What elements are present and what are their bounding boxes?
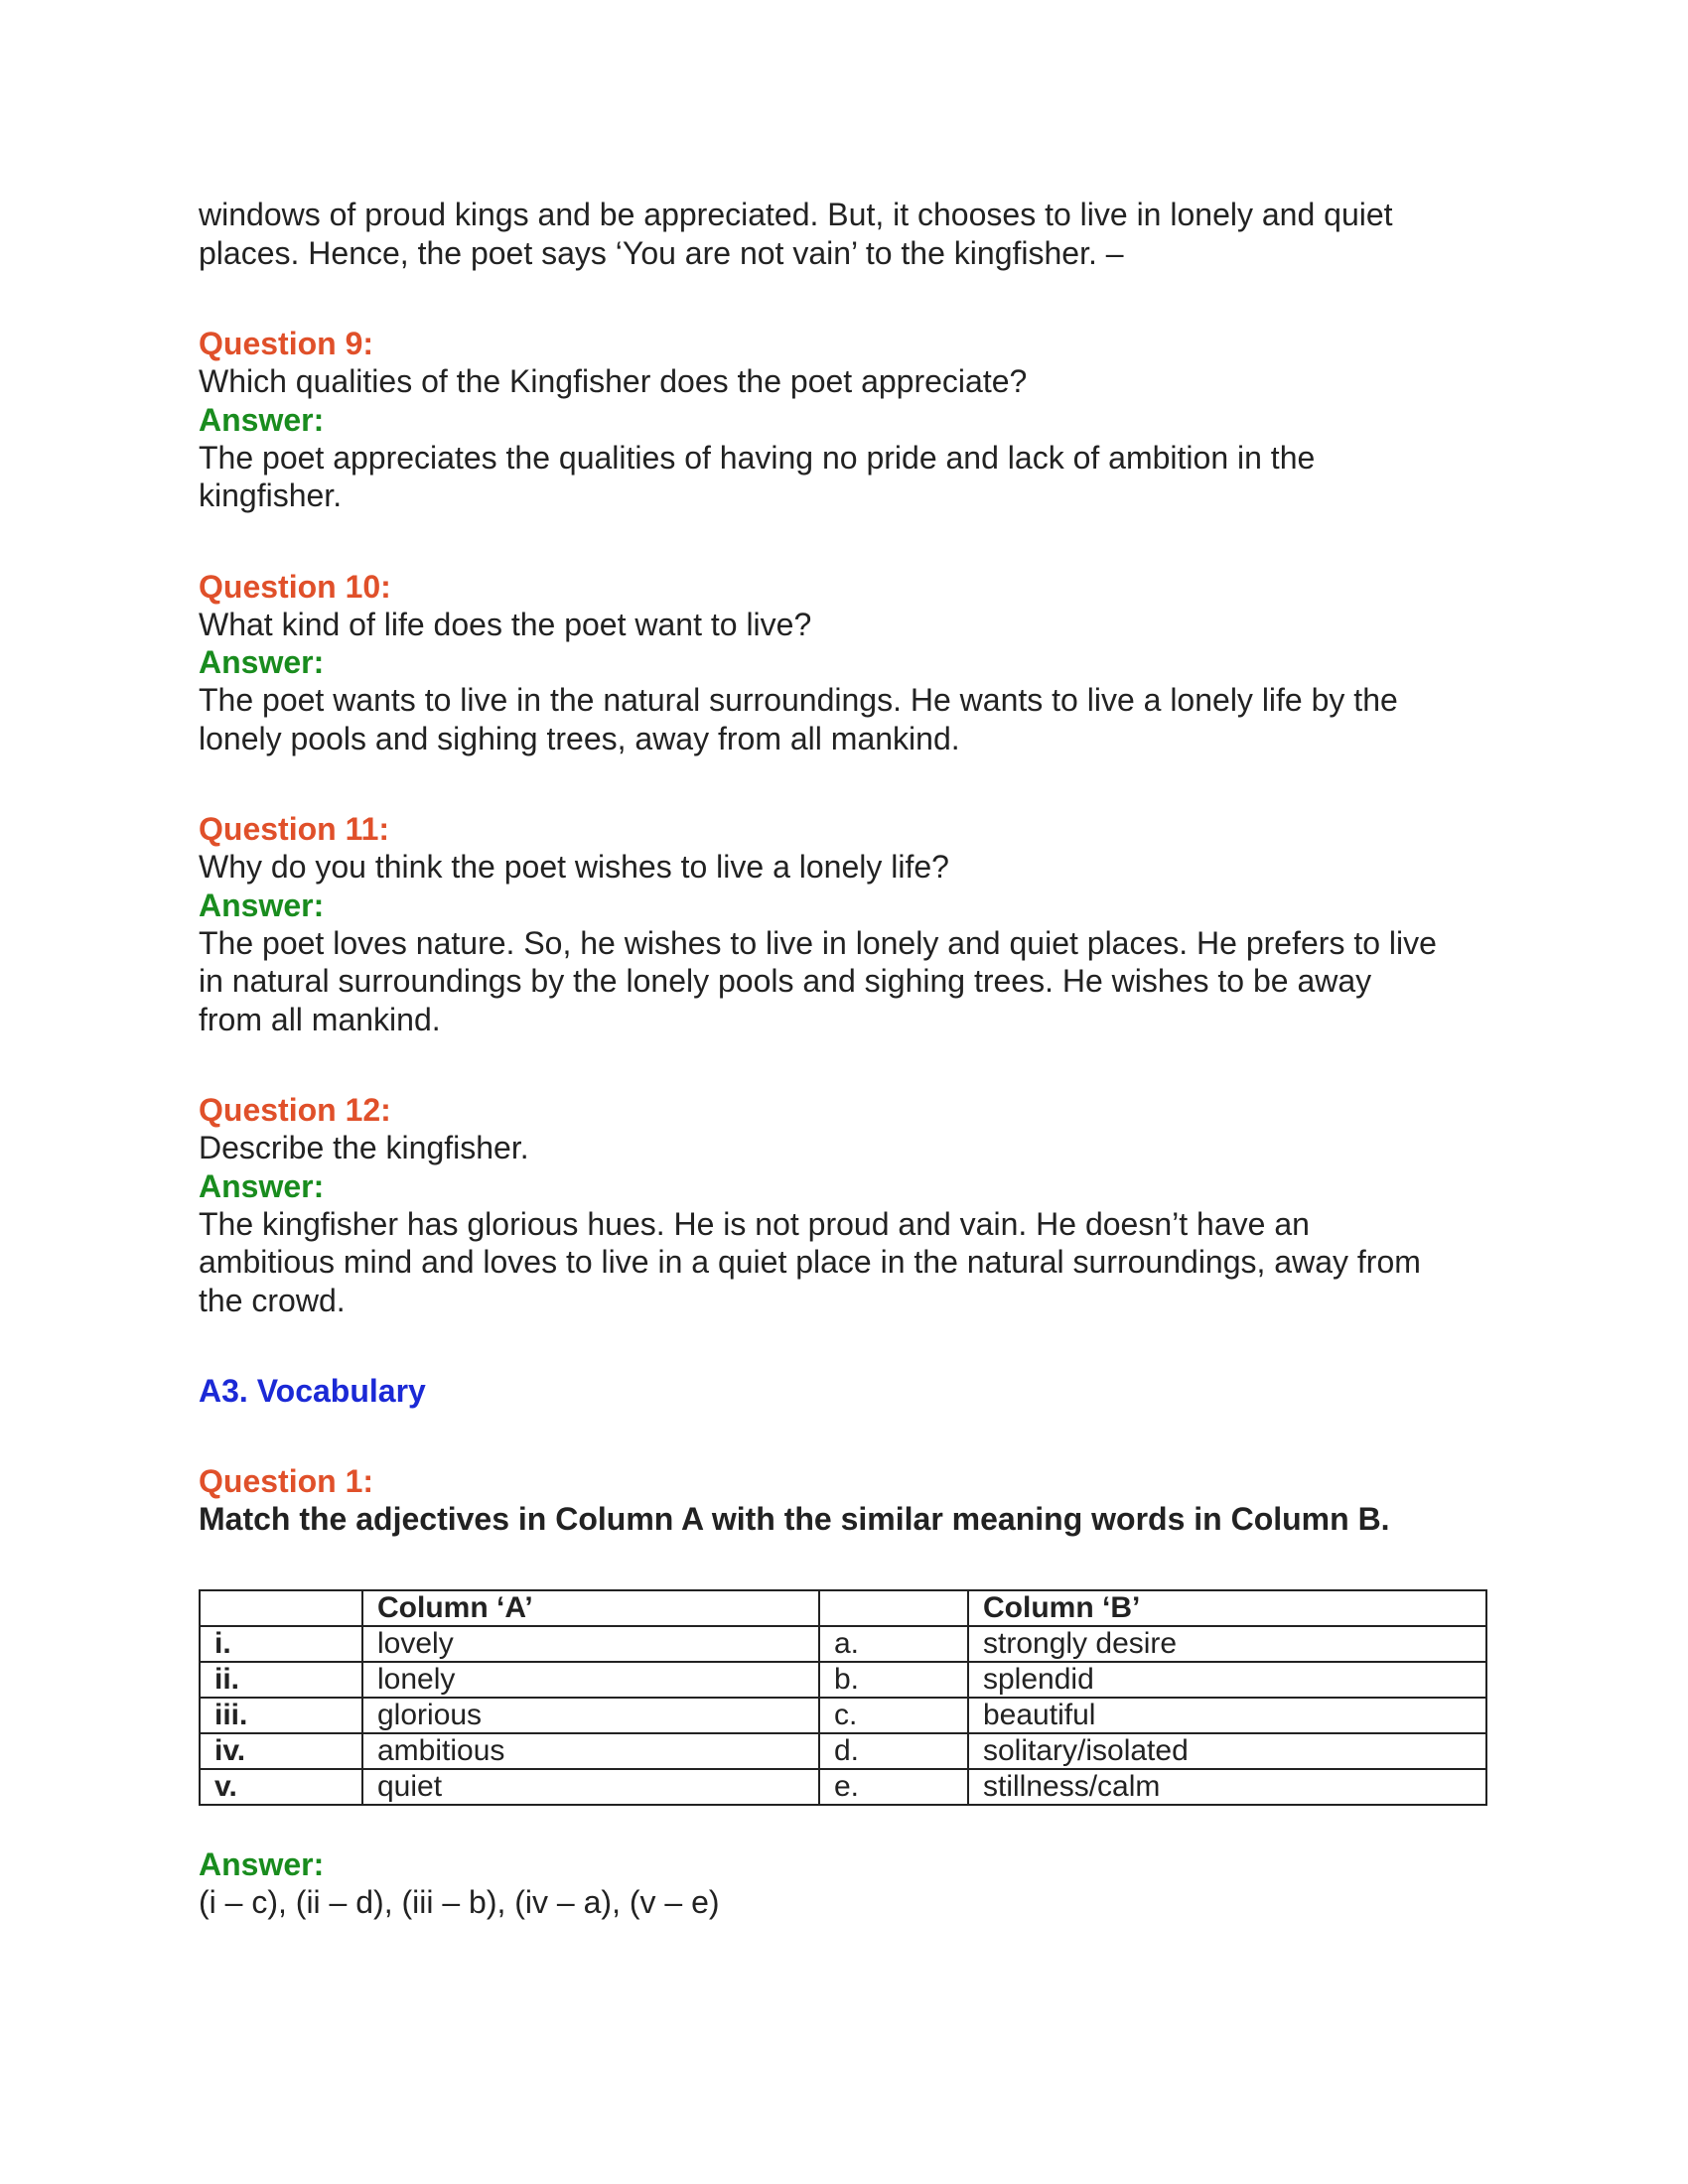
question-block-12 — [199, 1091, 1489, 1319]
table-header-row — [200, 1590, 1486, 1626]
question-block-10 — [199, 568, 1489, 758]
row-letter: c. — [819, 1698, 968, 1733]
column-b-word: splendid — [968, 1662, 1486, 1698]
question-label: Question 9: — [199, 326, 374, 361]
answer-text: (i – c), (ii – d), (iii – b), (iv – a), (v – e) — [199, 1884, 720, 1920]
question-text: Describe the kingfisher. — [199, 1130, 529, 1165]
answer-label: Answer: — [199, 887, 325, 923]
column-b-word: solitary/isolated — [968, 1733, 1486, 1769]
row-numeral: iv. — [200, 1733, 362, 1769]
header-cell — [819, 1590, 968, 1626]
column-b-word: beautiful — [968, 1698, 1486, 1733]
column-a-word: lonely — [362, 1662, 819, 1698]
column-a-word: glorious — [362, 1698, 819, 1733]
answer-label: Answer: — [199, 644, 325, 680]
row-letter: d. — [819, 1733, 968, 1769]
table-row — [200, 1662, 1486, 1698]
question-label: Question 11: — [199, 811, 390, 847]
header-cell — [200, 1590, 362, 1626]
instruction-text: Match the adjectives in Column A with the similar meaning words in Column B. — [199, 1501, 1390, 1537]
question-block-11 — [199, 810, 1489, 1038]
table-row — [200, 1626, 1486, 1662]
row-numeral: i. — [200, 1626, 362, 1662]
row-letter: e. — [819, 1769, 968, 1805]
vocabulary-answer-block — [199, 1845, 1489, 1922]
row-numeral: v. — [200, 1769, 362, 1805]
row-letter: b. — [819, 1662, 968, 1698]
row-letter: a. — [819, 1626, 968, 1662]
header-cell-column-a: Column ‘A’ — [362, 1590, 819, 1626]
column-b-word: strongly desire — [968, 1626, 1486, 1662]
question-label: Question 1: — [199, 1463, 374, 1499]
header-cell-column-b: Column ‘B’ — [968, 1590, 1486, 1626]
answer-label: Answer: — [199, 401, 325, 438]
question-text: What kind of life does the poet want to live? — [199, 606, 812, 642]
question-label: Question 10: — [199, 568, 391, 605]
answer-text: The poet appreciates the qualities of having no pride and lack of ambition in the kingfisher. — [199, 439, 1316, 513]
vocabulary-question-block — [199, 1462, 1489, 1922]
table-row — [200, 1733, 1486, 1769]
table-row — [200, 1769, 1486, 1805]
question-block-9 — [199, 325, 1489, 515]
answer-label: Answer: — [199, 1846, 325, 1882]
column-b-word: stillness/calm — [968, 1769, 1486, 1805]
answer-text: The kingfisher has glorious hues. He is not proud and vain. He doesn’t have an ambitious mind and loves to live in a quiet place in the natural surroundings, away from the crowd. — [199, 1205, 1421, 1318]
section-title-vocabulary: A3. Vocabulary — [199, 1373, 426, 1409]
question-text: Which qualities of the Kingfisher does the poet appreciate? — [199, 363, 1028, 399]
row-numeral: iii. — [200, 1698, 362, 1733]
question-text: Why do you think the poet wishes to live a lonely life? — [199, 849, 949, 885]
answer-label: Answer: — [199, 1167, 325, 1204]
column-a-word: lovely — [362, 1626, 819, 1662]
column-a-word: ambitious — [362, 1733, 819, 1769]
row-numeral: ii. — [200, 1662, 362, 1698]
column-a-word: quiet — [362, 1769, 819, 1805]
answer-text: The poet wants to live in the natural surroundings. He wants to live a lonely life by the lonely pools and sighing trees, away from all mankind. — [199, 682, 1398, 756]
answer-text: The poet loves nature. So, he wishes to live in lonely and quiet places. He prefers to live in natural surroundings by the lonely pools and sighing trees. He wishes to be away from all mankind. — [199, 924, 1437, 1037]
question-label: Question 12: — [199, 1092, 391, 1128]
matching-table — [199, 1589, 1487, 1806]
table-row — [200, 1698, 1486, 1733]
intro-paragraph: windows of proud kings and be appreciated. But, it chooses to live in lonely and quiet places. Hence, the poet says ‘You are not vain’ to the kingfisher. – — [199, 197, 1393, 271]
